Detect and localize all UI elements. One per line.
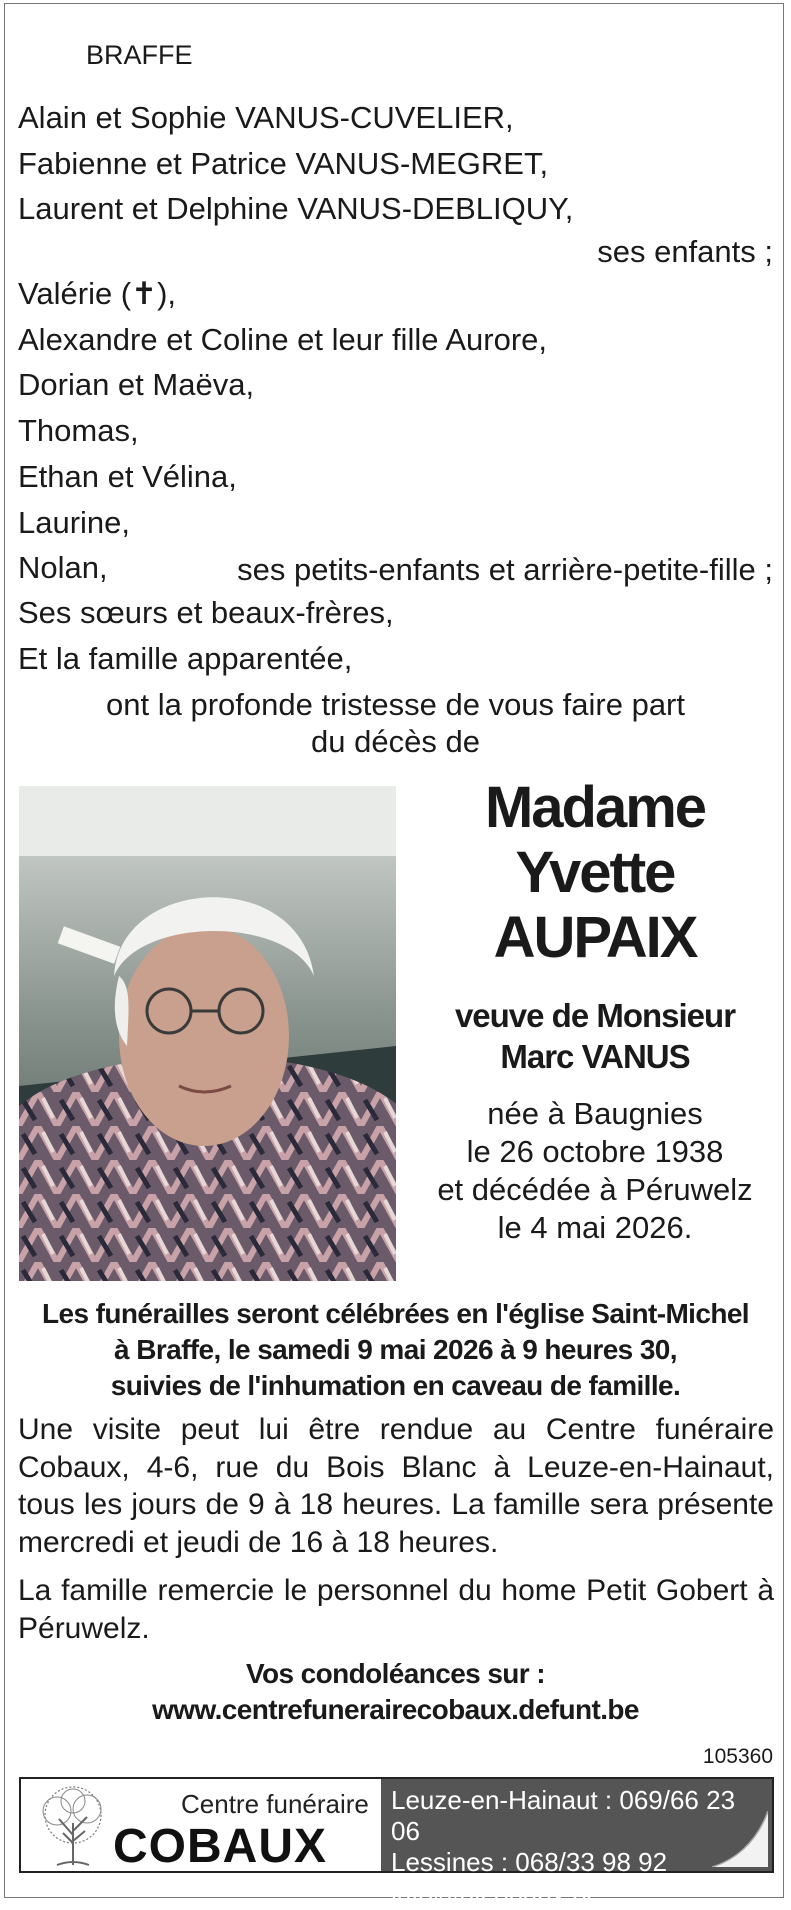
town-heading: BRAFFE [86,40,193,70]
thanks-paragraph: La famille remercie le personnel du home Petit Gobert à Péruwelz. [18,1574,774,1645]
brand-name: COBAUX [113,1820,328,1873]
contact-email[interactable]: info@pfcobaux.be [391,1878,601,1909]
deceased-last-name: AUPAIX [493,904,697,970]
others-line: Ses sœurs et beaux-frères, [18,595,394,630]
deceased-title: Madame [484,775,706,840]
grandchild-line: Nolan, [18,550,108,585]
funeral-home-brand [21,1779,381,1871]
reference-number: 105360 [702,1745,773,1768]
birth-place: née à Baugnies [487,1096,703,1132]
funeral-line: à Braffe, le samedi 9 mai 2026 à 9 heures 30, [114,1334,677,1365]
funeral-home-contacts [381,1779,772,1909]
grandchild-line: Thomas, [18,413,139,448]
death-place: et décédée à Péruwelz [437,1171,753,1207]
child-line: Fabienne et Patrice VANUS-MEGRET, [18,146,549,181]
deceased-block [405,776,785,1247]
widow-line: Marc VANUS [500,1038,690,1076]
condolences-link[interactable]: www.centrefunerairecobaux.defunt.be [152,1694,639,1725]
child-line: Laurent et Delphine VANUS-DEBLIQUY, [18,191,574,226]
others-line: Et la famille apparentée, [18,641,353,676]
children-role: ses enfants ; [597,234,773,269]
widow-line: veuve de Monsieur [454,996,736,1034]
funeral-home-footer [19,1777,774,1909]
contact-leuze: Leuze-en-Hainaut : 069/66 23 06 [391,1785,736,1847]
funeral-line: Les funérailles seront célébrées en l'église Saint-Michel [42,1298,749,1329]
tree-icon [27,1783,119,1869]
deceased-first-name: Yvette [515,839,675,905]
grandchild-line: Laurine, [18,505,131,540]
portrait-photo-art [19,786,396,1281]
grandchildren-role: ses petits-enfants et arrière-petite-fille ; [237,552,773,587]
announcement-line: du décès de [311,724,480,759]
grandchild-line: Alexandre et Coline et leur fille Aurore, [18,322,548,357]
visit-paragraph: Une visite peut lui être rendue au Centre funéraire Cobaux, 4-6, rue du Bois Blanc à Leuze-en-Hainaut, tous les jours de 9 à 18 heures. La famille sera présente mercredi et jeudi de 16 à 18 heures. [18,1413,774,1559]
announcement-line: ont la profonde tristesse de vous faire part [106,687,685,722]
grandchild-line: Valérie (✝), [18,276,177,311]
condolences-label: Vos condoléances sur : [245,1658,546,1689]
contact-lessines: Lessines : 068/33 98 92 [391,1847,668,1878]
portrait-photo [19,786,396,1281]
death-date: le 4 mai 2026. [497,1209,693,1245]
birth-date: le 26 octobre 1938 [466,1134,724,1170]
brand-tagline: Centre funéraire [181,1789,369,1819]
grandchild-line: Ethan et Vélina, [18,459,237,494]
page-curl-icon [712,1811,768,1867]
grandchild-line: Dorian et Maëva, [18,367,255,402]
funeral-line: suivies de l'inhumation en caveau de famille. [110,1370,681,1401]
child-line: Alain et Sophie VANUS-CUVELIER, [18,100,514,135]
